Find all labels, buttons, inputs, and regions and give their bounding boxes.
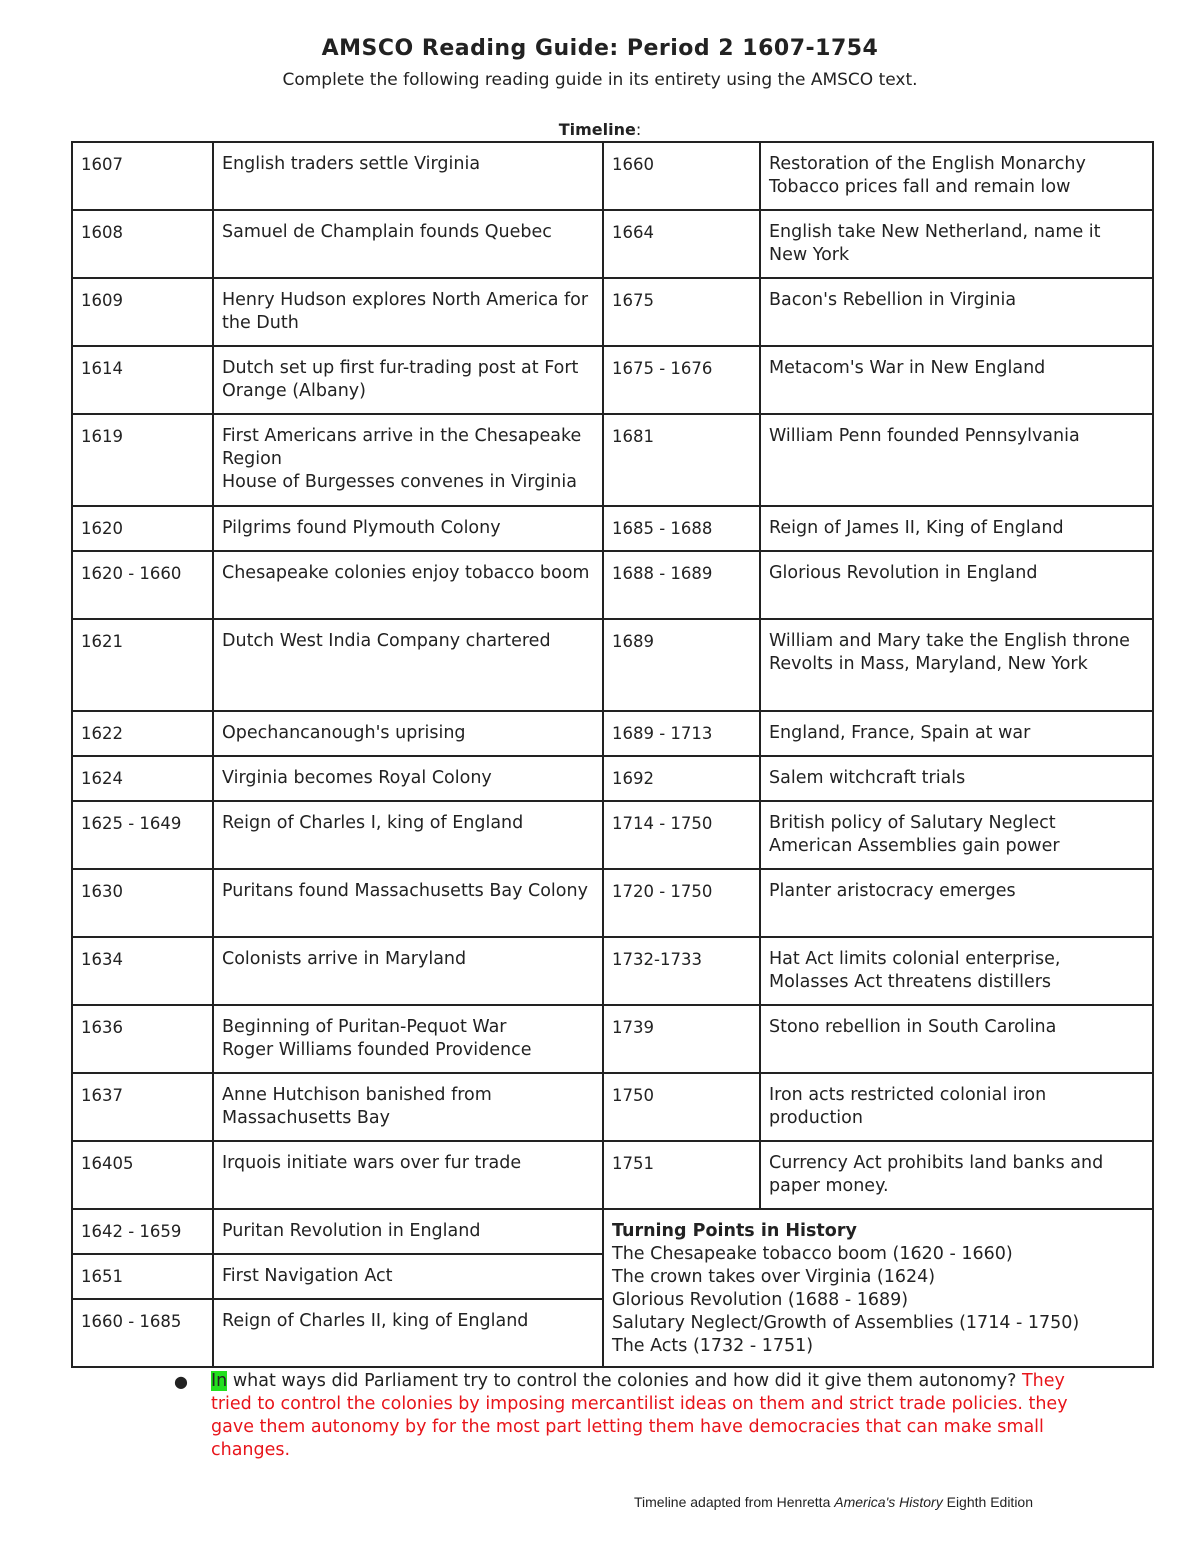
left-event [213, 278, 603, 346]
right-event [760, 1073, 1153, 1141]
left-event: Puritan Revolution in England [213, 1209, 603, 1254]
right-year: 1714 - 1750 [603, 801, 760, 869]
right-year: 1689 [603, 619, 760, 711]
right-event [760, 711, 1153, 756]
right-event [760, 1141, 1153, 1209]
right-event [760, 801, 1153, 869]
timeline-row [72, 506, 1153, 551]
left-year: 1620 - 1660 [72, 551, 213, 619]
turning-point-item: The Chesapeake tobacco boom (1620 - 1660) [612, 1244, 1013, 1264]
right-event [760, 142, 1153, 210]
right-year: 1688 - 1689 [603, 551, 760, 619]
left-event [213, 210, 603, 278]
timeline-row [72, 1005, 1153, 1073]
left-event [213, 937, 603, 1005]
right-event [760, 619, 1153, 711]
event-line: Tobacco prices fall and remain low [769, 177, 1071, 197]
event-line: Planter aristocracy emerges [769, 881, 1016, 901]
event-line: William and Mary take the English throne [769, 631, 1130, 651]
left-year: 1634 [72, 937, 213, 1005]
event-line: Puritans found Massachusetts Bay Colony [222, 881, 588, 901]
left-event [213, 801, 603, 869]
right-event [760, 346, 1153, 414]
event-line: Opechancanough's uprising [222, 723, 466, 743]
right-year: 1750 [603, 1073, 760, 1141]
left-event [213, 506, 603, 551]
right-year: 1739 [603, 1005, 760, 1073]
timeline-row [72, 414, 1153, 506]
right-event [760, 278, 1153, 346]
event-line: England, France, Spain at war [769, 723, 1031, 743]
right-year: 1751 [603, 1141, 760, 1209]
left-event [213, 142, 603, 210]
timeline-row [72, 937, 1153, 1005]
event-line: Hat Act limits colonial enterprise, [769, 949, 1061, 969]
left-event [213, 711, 603, 756]
timeline-table [71, 141, 1154, 1368]
event-line: Restoration of the English Monarchy [769, 154, 1086, 174]
event-line: Revolts in Mass, Maryland, New York [769, 654, 1088, 674]
right-year: 1685 - 1688 [603, 506, 760, 551]
event-line: Dutch West India Company chartered [222, 631, 551, 651]
turning-point-item: The Acts (1732 - 1751) [612, 1336, 814, 1356]
right-event [760, 414, 1153, 506]
left-year: 1651 [72, 1254, 213, 1299]
event-line: Irquois initiate wars over fur trade [222, 1153, 522, 1173]
event-line: Molasses Act threatens distillers [769, 972, 1052, 992]
right-event [760, 756, 1153, 801]
question-text: what ways did Parliament try to control the colonies and how did it give them autonomy? [227, 1371, 1022, 1391]
left-event: Reign of Charles II, king of England [213, 1299, 603, 1367]
event-line: Samuel de Champlain founds Quebec [222, 222, 552, 242]
event-line: Stono rebellion in South Carolina [769, 1017, 1057, 1037]
right-event [760, 1005, 1153, 1073]
right-event [760, 506, 1153, 551]
event-line: William Penn founded Pennsylvania [769, 426, 1080, 446]
right-year: 1660 [603, 142, 760, 210]
page-title: AMSCO Reading Guide: Period 2 1607-1754 [321, 36, 879, 61]
left-year: 1614 [72, 346, 213, 414]
event-line: Bacon's Rebellion in Virginia [769, 290, 1017, 310]
right-year: 1675 - 1676 [603, 346, 760, 414]
left-year: 1642 - 1659 [72, 1209, 213, 1254]
turning-points-box [603, 1209, 1153, 1367]
left-event [213, 414, 603, 506]
event-line: Anne Hutchison banished from Massachusetts Bay [222, 1085, 492, 1128]
left-year: 1607 [72, 142, 213, 210]
timeline-row [72, 346, 1153, 414]
highlighted-word: In [211, 1371, 228, 1391]
timeline-row [72, 551, 1153, 619]
right-year: 1692 [603, 756, 760, 801]
turning-point-item: Salutary Neglect/Growth of Assemblies (1714 - 1750) [612, 1313, 1080, 1333]
left-event [213, 869, 603, 937]
event-line: Currency Act prohibits land banks and paper money. [769, 1153, 1104, 1196]
left-year: 1660 - 1685 [72, 1299, 213, 1367]
event-line: American Assemblies gain power [769, 836, 1060, 856]
event-line: Reign of James II, King of England [769, 518, 1064, 538]
left-year: 1622 [72, 711, 213, 756]
event-line: Dutch set up first fur-trading post at Fort Orange (Albany) [222, 358, 579, 401]
bullet-icon: ● [174, 1372, 188, 1391]
right-year: 1732-1733 [603, 937, 760, 1005]
event-line: Roger Williams founded Providence [222, 1040, 532, 1060]
footer-citation: Timeline adapted from Henretta America's History Eighth Edition [634, 1494, 1034, 1510]
left-year: 1637 [72, 1073, 213, 1141]
answer-text: They tried to control the colonies by imposing mercantilist ideas on them and strict trade policies. they gave them autonomy by for the most part letting them have democracies that can make small changes. [211, 1371, 1068, 1460]
event-line: British policy of Salutary Neglect [769, 813, 1056, 833]
timeline-row [72, 756, 1153, 801]
event-line: English take New Netherland, name it New York [769, 222, 1101, 265]
left-event: First Navigation Act [213, 1254, 603, 1299]
left-year: 1625 - 1649 [72, 801, 213, 869]
question-block [211, 1370, 1091, 1462]
event-line: First Americans arrive in the Chesapeake Region [222, 426, 582, 469]
left-event [213, 1005, 603, 1073]
event-line: Iron acts restricted colonial iron production [769, 1085, 1047, 1128]
event-line: Glorious Revolution in England [769, 563, 1038, 583]
event-line: Metacom's War in New England [769, 358, 1046, 378]
event-line: Henry Hudson explores North America for the Duth [222, 290, 589, 333]
left-year: 1636 [72, 1005, 213, 1073]
left-year: 1608 [72, 210, 213, 278]
instructions: Complete the following reading guide in its entirety using the AMSCO text. [282, 70, 918, 90]
event-line: Colonists arrive in Maryland [222, 949, 467, 969]
timeline-row [72, 711, 1153, 756]
timeline-row [72, 278, 1153, 346]
left-year: 1621 [72, 619, 213, 711]
right-event [760, 551, 1153, 619]
event-line: House of Burgesses convenes in Virginia [222, 472, 577, 492]
event-line: Chesapeake colonies enjoy tobacco boom [222, 563, 590, 583]
timeline-label: Timeline: [558, 120, 642, 139]
timeline-row [72, 801, 1153, 869]
right-year: 1664 [603, 210, 760, 278]
event-line: English traders settle Virginia [222, 154, 481, 174]
right-year: 1720 - 1750 [603, 869, 760, 937]
timeline-row [72, 1209, 1153, 1254]
left-event [213, 1141, 603, 1209]
event-line: Beginning of Puritan-Pequot War [222, 1017, 507, 1037]
turning-points-title: Turning Points in History [612, 1221, 857, 1241]
right-event [760, 937, 1153, 1005]
left-event [213, 551, 603, 619]
left-event [213, 1073, 603, 1141]
timeline-row [72, 210, 1153, 278]
right-year: 1681 [603, 414, 760, 506]
right-event [760, 869, 1153, 937]
left-event [213, 619, 603, 711]
event-line: Virginia becomes Royal Colony [222, 768, 492, 788]
right-year: 1689 - 1713 [603, 711, 760, 756]
timeline-row [72, 619, 1153, 711]
timeline-row [72, 142, 1153, 210]
timeline-row [72, 1073, 1153, 1141]
event-line: Pilgrims found Plymouth Colony [222, 518, 501, 538]
event-line: Reign of Charles I, king of England [222, 813, 524, 833]
left-event [213, 346, 603, 414]
left-year: 1619 [72, 414, 213, 506]
event-line: Salem witchcraft trials [769, 768, 966, 788]
right-year: 1675 [603, 278, 760, 346]
left-year: 1630 [72, 869, 213, 937]
left-year: 1624 [72, 756, 213, 801]
left-year: 1620 [72, 506, 213, 551]
left-event [213, 756, 603, 801]
left-year: 16405 [72, 1141, 213, 1209]
left-year: 1609 [72, 278, 213, 346]
turning-point-item: Glorious Revolution (1688 - 1689) [612, 1290, 909, 1310]
timeline-row [72, 869, 1153, 937]
right-event [760, 210, 1153, 278]
turning-point-item: The crown takes over Virginia (1624) [612, 1267, 936, 1287]
timeline-row [72, 1141, 1153, 1209]
